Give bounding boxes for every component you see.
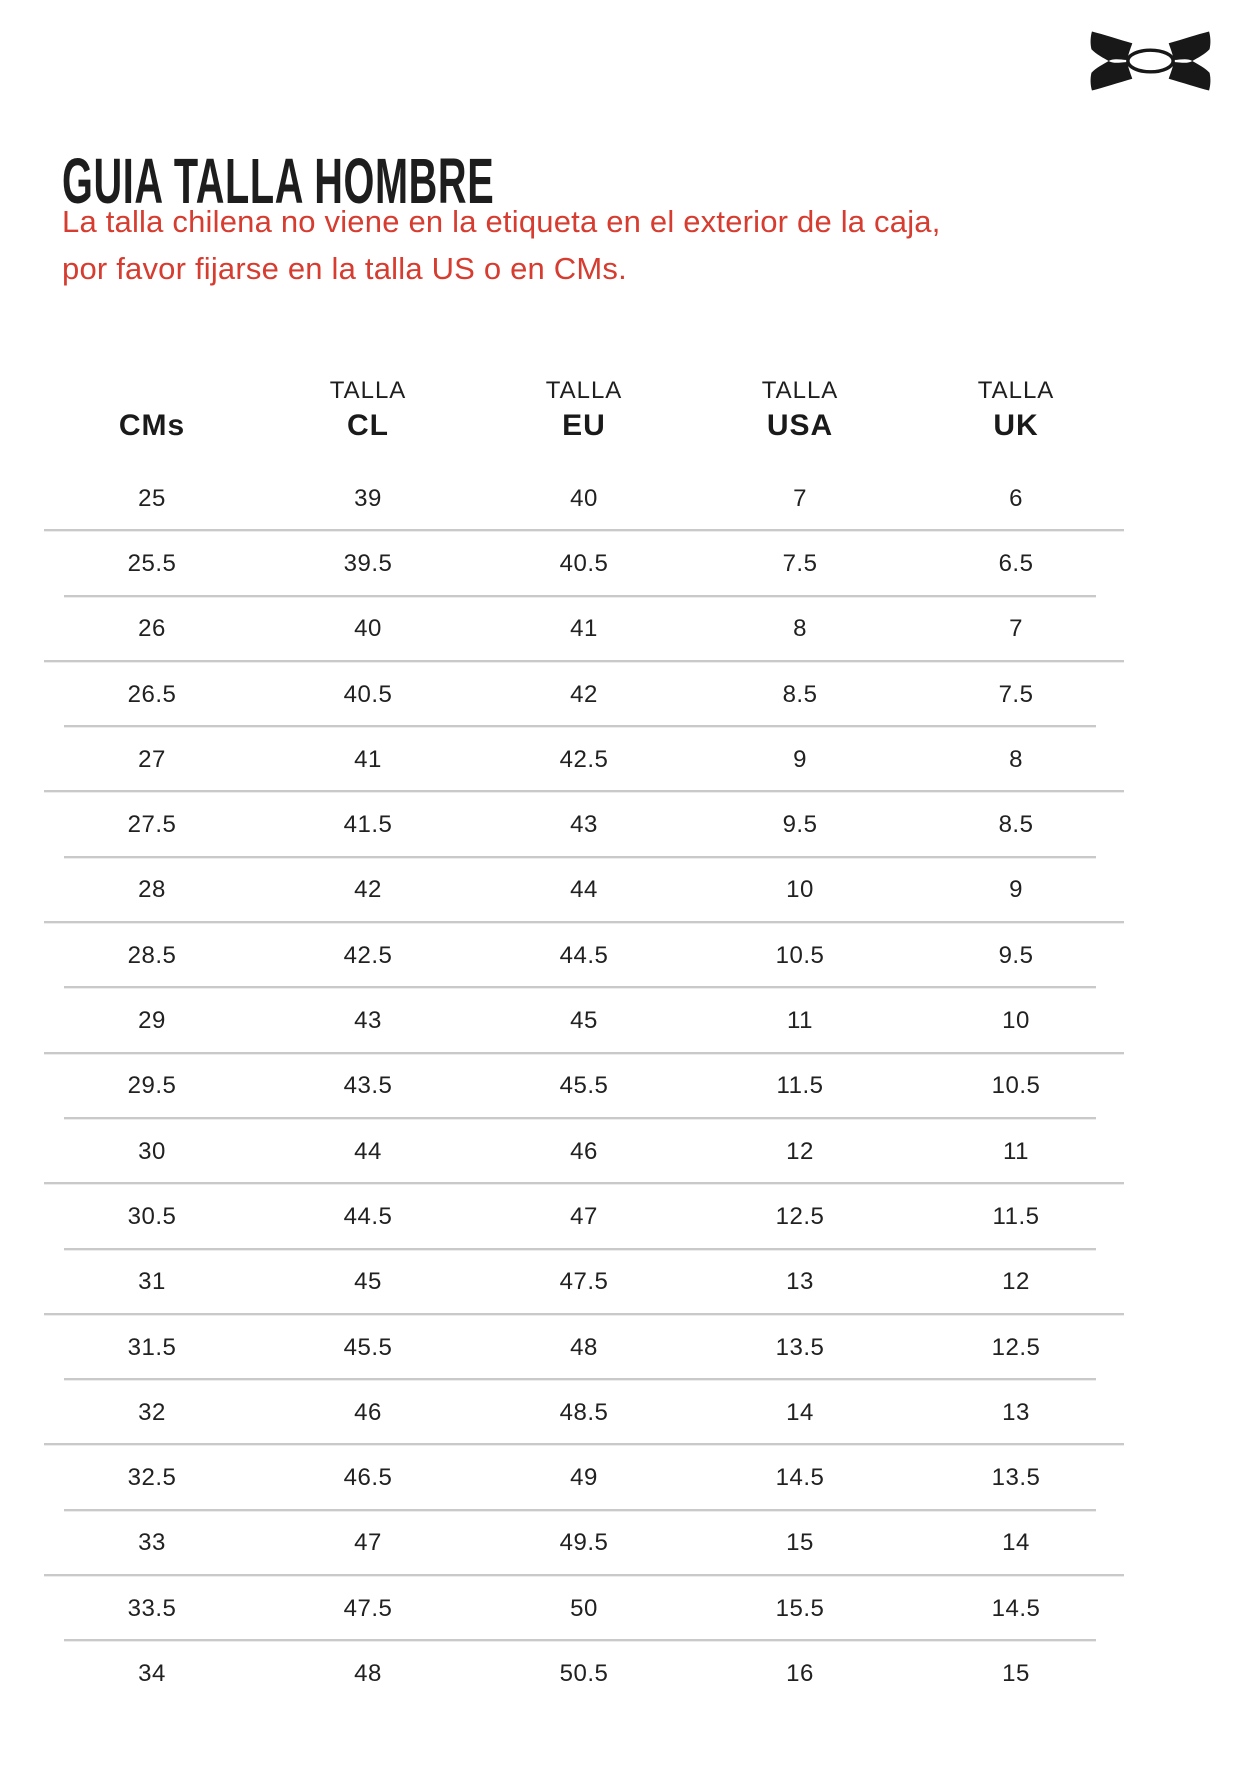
table-row — [44, 1184, 1124, 1249]
header-talla-label — [44, 376, 260, 406]
table-cell: 34 — [138, 1659, 166, 1687]
table-cell: 14.5 — [775, 1464, 825, 1492]
header-column-label: CMs — [118, 409, 186, 442]
table-cell: 39 — [354, 484, 382, 512]
table-row — [44, 1641, 1124, 1706]
table-row — [44, 727, 1124, 792]
table-row — [44, 923, 1124, 988]
table-row — [44, 662, 1124, 727]
table-cell: 7 — [1009, 615, 1023, 643]
table-cell: 42.5 — [343, 941, 393, 969]
table-cell: 28 — [138, 876, 166, 904]
header-column-label: UK — [993, 409, 1039, 442]
table-cell: 15 — [1002, 1659, 1030, 1687]
table-cell: 26 — [138, 615, 166, 643]
table-cell: 30 — [138, 1137, 166, 1165]
table-cell: 9 — [1009, 876, 1023, 904]
table-cell: 48 — [570, 1333, 598, 1361]
table-cell: 46 — [570, 1137, 598, 1165]
table-cell: 27.5 — [127, 811, 177, 839]
table-cell: 10 — [1002, 1007, 1030, 1035]
table-cell: 50 — [570, 1594, 598, 1622]
table-cell: 7 — [793, 484, 807, 512]
table-row — [44, 1315, 1124, 1380]
table-cell: 29 — [138, 1007, 166, 1035]
table-row — [44, 1119, 1124, 1184]
table-cell: 14 — [1002, 1529, 1030, 1557]
table-cell: 11.5 — [992, 1202, 1040, 1230]
table-cell: 12 — [786, 1137, 814, 1165]
table-cell: 41 — [570, 615, 598, 643]
header-column-label: USA — [766, 409, 834, 442]
table-cell: 31 — [138, 1268, 166, 1296]
table-cell: 39.5 — [343, 549, 393, 577]
table-cell: 50.5 — [559, 1659, 609, 1687]
table-cell: 8 — [793, 615, 807, 643]
table-cell: 7.5 — [782, 549, 818, 577]
header-talla-label: TALLA — [545, 377, 623, 404]
table-cell: 32 — [138, 1398, 166, 1426]
table-cell: 43 — [570, 811, 598, 839]
table-row — [44, 988, 1124, 1053]
table-cell: 40 — [570, 484, 598, 512]
table-cell: 27 — [138, 745, 166, 773]
table-cell: 13 — [786, 1268, 814, 1296]
table-cell: 45.5 — [559, 1072, 609, 1100]
table-row — [44, 1511, 1124, 1576]
table-cell: 43.5 — [343, 1072, 393, 1100]
table-cell: 25.5 — [127, 549, 177, 577]
table-cell: 49 — [570, 1464, 598, 1492]
under-armour-logo — [1089, 26, 1212, 96]
table-cell: 44.5 — [343, 1202, 393, 1230]
table-cell: 47.5 — [343, 1594, 393, 1622]
header-cell-uk — [908, 376, 1124, 446]
header-talla-label: TALLA — [329, 377, 407, 404]
table-cell: 13.5 — [991, 1464, 1041, 1492]
table-body — [44, 466, 1124, 1707]
table-row — [44, 1250, 1124, 1315]
table-cell: 47.5 — [559, 1268, 609, 1296]
table-cell: 33.5 — [127, 1594, 177, 1622]
table-cell: 8 — [1009, 745, 1023, 773]
table-header-row — [44, 360, 1124, 446]
header-column-label: CL — [347, 409, 389, 442]
under-armour-logo-shape — [1091, 31, 1211, 90]
table-cell: 14 — [786, 1398, 814, 1426]
table-cell: 48 — [354, 1659, 382, 1687]
table-cell: 49.5 — [559, 1529, 609, 1557]
table-cell: 11 — [787, 1007, 813, 1035]
table-cell: 29.5 — [127, 1072, 177, 1100]
table-cell: 47 — [570, 1202, 598, 1230]
table-cell: 26.5 — [127, 680, 177, 708]
table-cell: 10.5 — [775, 941, 825, 969]
table-cell: 45 — [354, 1268, 382, 1296]
header-cell-cl — [260, 376, 476, 446]
header-cell-usa — [692, 376, 908, 446]
table-cell: 45.5 — [343, 1333, 393, 1361]
table-cell: 12.5 — [991, 1333, 1041, 1361]
notice-text — [62, 198, 941, 292]
table-cell: 32.5 — [127, 1464, 177, 1492]
table-row — [44, 597, 1124, 662]
table-row — [44, 1576, 1124, 1641]
table-cell: 28.5 — [127, 941, 177, 969]
table-row — [44, 1054, 1124, 1119]
table-cell: 46 — [354, 1398, 382, 1426]
table-cell: 6.5 — [998, 549, 1034, 577]
table-cell: 33 — [138, 1529, 166, 1557]
table-cell: 42 — [354, 876, 382, 904]
table-cell: 10 — [786, 876, 814, 904]
table-cell: 15 — [786, 1529, 814, 1557]
table-cell: 13 — [1002, 1398, 1030, 1426]
notice-line-1: La talla chilena no viene en la etiqueta en el exterior de la caja, — [62, 204, 941, 239]
table-cell: 48.5 — [559, 1398, 609, 1426]
table-cell: 11 — [1003, 1137, 1029, 1165]
table-cell: 40 — [354, 615, 382, 643]
table-cell: 25 — [138, 484, 166, 512]
table-cell: 9.5 — [782, 811, 818, 839]
table-cell: 46.5 — [343, 1464, 393, 1492]
table-cell: 42.5 — [559, 745, 609, 773]
table-cell: 9.5 — [998, 941, 1034, 969]
table-cell: 41 — [354, 745, 382, 773]
header-talla-label: TALLA — [761, 377, 839, 404]
table-cell: 12 — [1002, 1268, 1030, 1296]
header-column-label: EU — [562, 409, 606, 442]
table-cell: 45 — [570, 1007, 598, 1035]
table-cell: 10.5 — [991, 1072, 1041, 1100]
table-cell: 7.5 — [998, 680, 1034, 708]
table-row — [44, 531, 1124, 596]
table-cell: 40.5 — [559, 549, 609, 577]
notice-line-2: por favor fijarse en la talla US o en CMs. — [62, 251, 627, 286]
table-cell: 31.5 — [127, 1333, 177, 1361]
table-cell: 44 — [570, 876, 598, 904]
table-cell: 8.5 — [998, 811, 1034, 839]
table-row — [44, 466, 1124, 531]
table-cell: 16 — [786, 1659, 814, 1687]
table-cell: 40.5 — [343, 680, 393, 708]
header-cell-eu — [476, 376, 692, 446]
page-title: GUIA TALLA HOMBRE — [62, 144, 495, 217]
header-talla-label: TALLA — [977, 377, 1055, 404]
table-cell: 11.5 — [776, 1072, 824, 1100]
table-cell: 30.5 — [127, 1202, 177, 1230]
table-cell: 42 — [570, 680, 598, 708]
table-cell: 9 — [793, 745, 807, 773]
size-table — [44, 360, 1124, 1707]
table-cell: 6 — [1009, 484, 1023, 512]
table-row — [44, 858, 1124, 923]
table-row — [44, 1380, 1124, 1445]
table-cell: 44.5 — [559, 941, 609, 969]
header-cell-cms — [44, 376, 260, 446]
table-cell: 13.5 — [775, 1333, 825, 1361]
table-cell: 41.5 — [343, 811, 393, 839]
table-cell: 14.5 — [991, 1594, 1041, 1622]
table-row — [44, 1445, 1124, 1510]
table-row — [44, 792, 1124, 857]
table-cell: 12.5 — [775, 1202, 825, 1230]
table-cell: 8.5 — [782, 680, 818, 708]
table-cell: 15.5 — [775, 1594, 825, 1622]
table-cell: 47 — [354, 1529, 382, 1557]
table-cell: 44 — [354, 1137, 382, 1165]
table-cell: 43 — [354, 1007, 382, 1035]
